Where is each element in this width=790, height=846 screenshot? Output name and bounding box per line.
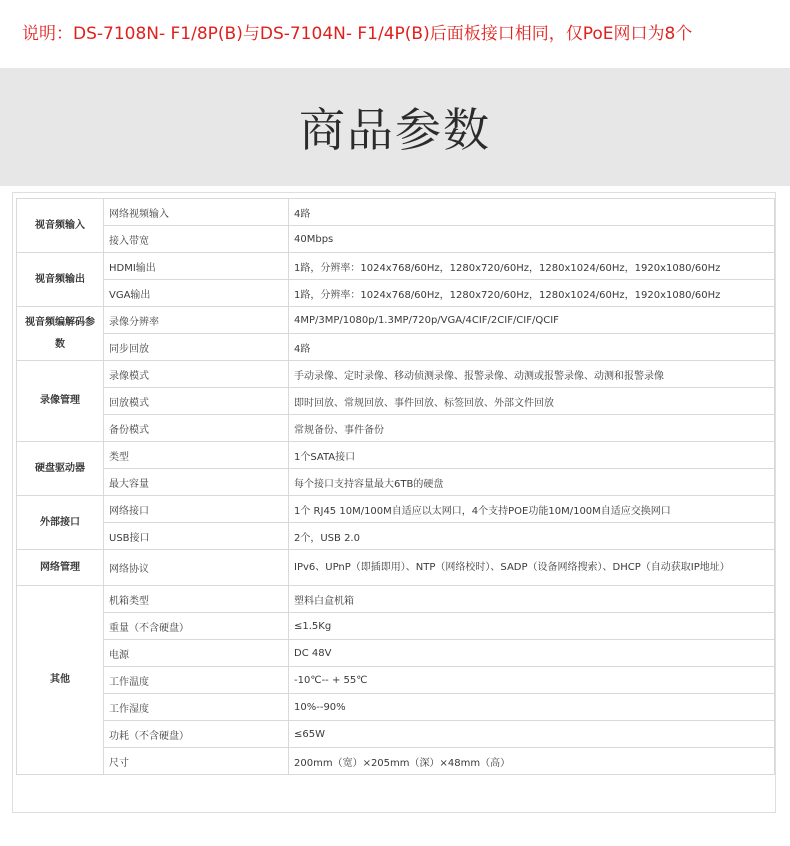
- param-value: DC 48V: [289, 640, 775, 667]
- param-label: 备份模式: [104, 415, 289, 442]
- table-row: [17, 748, 775, 775]
- section-banner: [0, 68, 790, 186]
- table-row: [17, 640, 775, 667]
- param-value: 4MP/3MP/1080p/1.3MP/720p/VGA/4CIF/2CIF/CIF/QCIF: [289, 307, 775, 334]
- table-row: [17, 586, 775, 613]
- param-label: 录像分辨率: [104, 307, 289, 334]
- param-value: 1个 RJ45 10M/100M自适应以太网口，4个支持POE功能10M/100M自适应交换网口: [289, 496, 775, 523]
- category-cell: 视音频输入: [17, 199, 104, 253]
- param-label: 重量（不含硬盘）: [104, 613, 289, 640]
- param-label: 电源: [104, 640, 289, 667]
- param-label: 最大容量: [104, 469, 289, 496]
- param-label: 尺寸: [104, 748, 289, 775]
- param-value: ≤1.5Kg: [289, 613, 775, 640]
- param-value: 1路，分辨率：1024x768/60Hz，1280x720/60Hz，1280x1024/60Hz，1920x1080/60Hz: [289, 253, 775, 280]
- param-value: 每个接口支持容量最大6TB的硬盘: [289, 469, 775, 496]
- param-label: 同步回放: [104, 334, 289, 361]
- param-label: 类型: [104, 442, 289, 469]
- table-row: [17, 253, 775, 280]
- category-cell: 视音频编解码参数: [17, 307, 104, 361]
- param-label: USB接口: [104, 523, 289, 550]
- table-row: [17, 199, 775, 226]
- param-value: 1个SATA接口: [289, 442, 775, 469]
- param-label: 网络视频输入: [104, 199, 289, 226]
- table-row: [17, 361, 775, 388]
- table-row: [17, 550, 775, 586]
- param-label: 机箱类型: [104, 586, 289, 613]
- banner-title: 商品参数: [299, 103, 491, 157]
- table-row: [17, 469, 775, 496]
- table-row: [17, 694, 775, 721]
- table-row: [17, 667, 775, 694]
- param-label: 工作湿度: [104, 694, 289, 721]
- param-label: 回放模式: [104, 388, 289, 415]
- param-label: 网络接口: [104, 496, 289, 523]
- param-value: 4路: [289, 199, 775, 226]
- table-row: [17, 280, 775, 307]
- param-value: 1路，分辨率：1024x768/60Hz，1280x720/60Hz，1280x1024/60Hz，1920x1080/60Hz: [289, 280, 775, 307]
- spec-table: [16, 198, 775, 775]
- category-cell: 其他: [17, 586, 104, 775]
- param-value: 40Mbps: [289, 226, 775, 253]
- param-value: 塑料白盒机箱: [289, 586, 775, 613]
- category-cell: 视音频输出: [17, 253, 104, 307]
- category-cell: 录像管理: [17, 361, 104, 442]
- table-row: [17, 307, 775, 334]
- table-row: [17, 415, 775, 442]
- param-value: IPv6、UPnP（即插即用）、NTP（网络校时）、SADP（设备网络搜索）、DHCP（自动获取IP地址）: [289, 550, 775, 586]
- spec-card: [12, 192, 776, 813]
- param-value: 200mm（宽）×205mm（深）×48mm（高）: [289, 748, 775, 775]
- table-row: [17, 226, 775, 253]
- param-value: 10%--90%: [289, 694, 775, 721]
- table-row: [17, 388, 775, 415]
- category-cell: 网络管理: [17, 550, 104, 586]
- table-row: [17, 721, 775, 748]
- param-label: 功耗（不含硬盘）: [104, 721, 289, 748]
- param-value: 2个，USB 2.0: [289, 523, 775, 550]
- param-value: ≤65W: [289, 721, 775, 748]
- param-label: HDMI输出: [104, 253, 289, 280]
- param-label: 网络协议: [104, 550, 289, 586]
- param-label: 录像模式: [104, 361, 289, 388]
- param-value: 手动录像、定时录像、移动侦测录像、报警录像、动测或报警录像、动测和报警录像: [289, 361, 775, 388]
- category-cell: 外部接口: [17, 496, 104, 550]
- table-row: [17, 496, 775, 523]
- param-value: 常规备份、事件备份: [289, 415, 775, 442]
- param-value: 即时回放、常规回放、事件回放、标签回放、外部文件回放: [289, 388, 775, 415]
- category-cell: 硬盘驱动器: [17, 442, 104, 496]
- table-row: [17, 334, 775, 361]
- param-label: VGA输出: [104, 280, 289, 307]
- param-value: 4路: [289, 334, 775, 361]
- param-label: 工作温度: [104, 667, 289, 694]
- table-row: [17, 442, 775, 469]
- param-value: -10℃-- + 55℃: [289, 667, 775, 694]
- table-row: [17, 613, 775, 640]
- param-label: 接入带宽: [104, 226, 289, 253]
- table-row: [17, 523, 775, 550]
- note-text: 说明：DS-7108N- F1/8P(B)与DS-7104N- F1/4P(B)后面板接口相同，仅PoE网口为8个: [22, 23, 693, 44]
